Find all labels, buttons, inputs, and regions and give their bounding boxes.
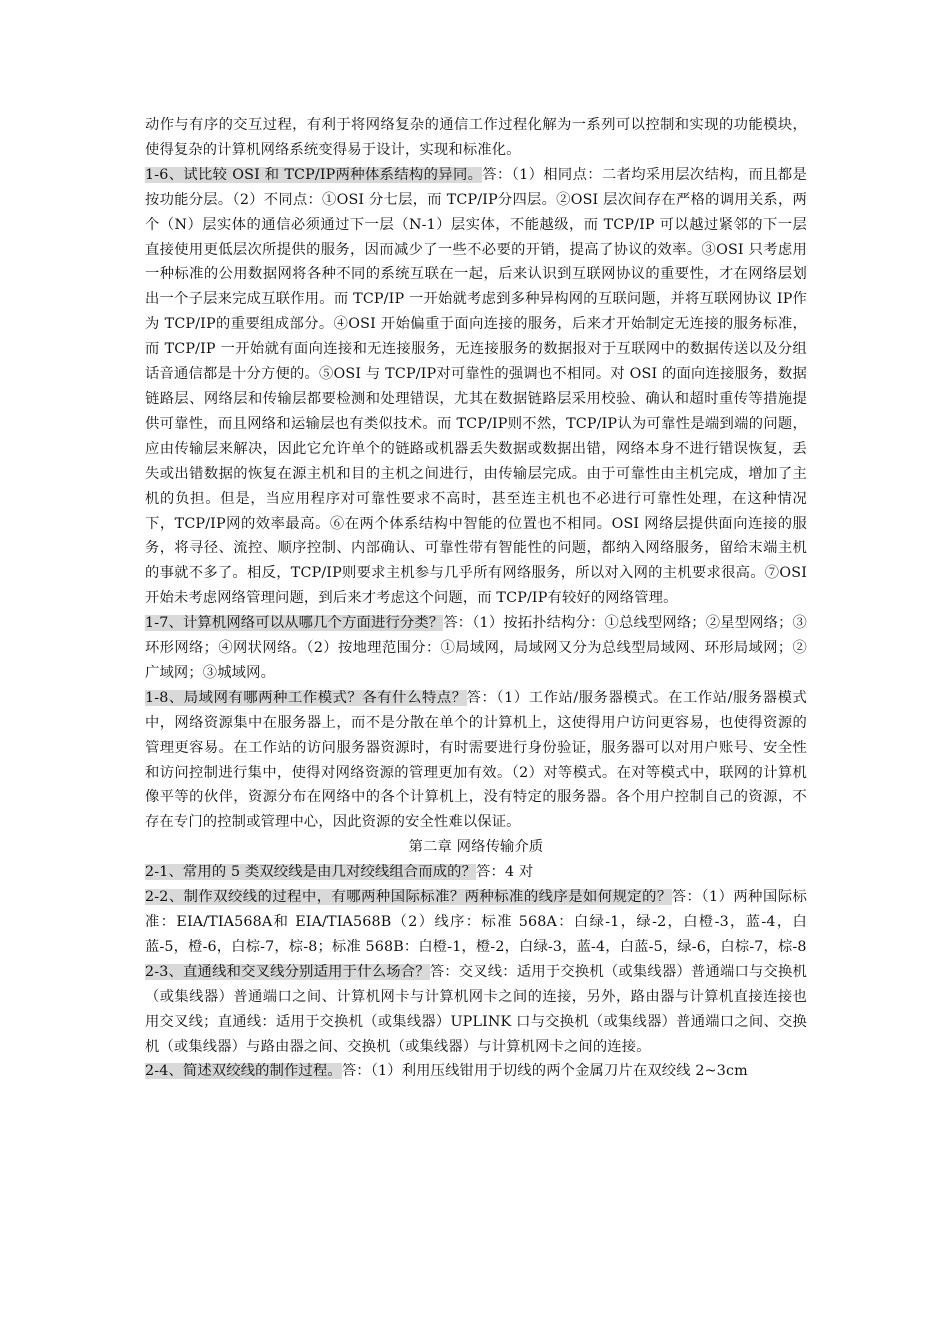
paragraph-q2-3: [145, 960, 807, 1060]
answer-text: 答：（1）相同点：二者均采用层次结构，而且都是按功能分层。（2）不同点：①OSI 分七层，而 TCP/IP分四层。②OSI 层次间存在严格的调用关系，两个（N）层实体的通信必须通过下一层（N-1）层实体，不能越级，而 TCP/IP 可以越过紧邻的下一层直接使用更低层次所提供的服务，因而减少了一些不必要的开销，提高了协议的效率。③OSI 只考虑用一种标准的公用数据网将各种不同的系统互联在一起，后来认识到互联网协议的重要性，才在网络层划出一个子层来完成互联作用。而 TCP/IP 一开始就考虑到多种异构网的互联问题，并将互联网协议 IP作为 TCP/IP的重要组成部分。④OSI 开始偏重于面向连接的服务，后来才开始制定无连接的服务标准，而 TCP/IP 一开始就有面向连接和无连接服务，无连接服务的数据报对于互联网中的数据传送以及分组话音通信都是十分方便的。⑤OSI 与 TCP/IP对可靠性的强调也不相同。对 OSI 的面向连接服务，数据链路层、网络层和传输层都要检测和处理错误，尤其在数据链路层采用校验、确认和超时重传等措施提供可靠性，而且网络和运输层也有类似技术。而 TCP/IP则不然，TCP/IP认为可靠性是端到端的问题，应由传输层来解决，因此它允许单个的链路或机器丢失数据或数据出错，网络本身不进行错误恢复，丢失或出错数据的恢复在源主机和目的主机之间进行，由传输层完成。由于可靠性由主机完成，增加了主机的负担。但是，当应用程序对可靠性要求不高时，甚至连主机也不必进行可靠性处理，在这种情况下，TCP/IP网的效率最高。⑥在两个体系结构中智能的位置也不相同。OSI 网络层提供面向连接的服务，将寻径、流控、顺序控制、内部确认、可靠性带有智能性的问题，都纳入网络服务，留给末端主机的事就不多了。相反，TCP/IP则要求主机参与几乎所有网络服务，所以对入网的主机要求很高。⑦OSI 开始未考虑网络管理问题，到后来才考虑这个问题，而 TCP/IP有较好的网络管理。: [145, 166, 807, 607]
answer-text: 答：（1）按拓扑结构分：①总线型网络；②星型网络；③环形网络；④网状网络。（2）按地理范围分：①局域网，局域网又分为总线型局域网、环形局域网；②广域网；③城域网。: [145, 615, 808, 681]
paragraph-q1-7: [145, 611, 807, 686]
question-highlight: 2-1、常用的 5 类双绞线是由几对绞线组合而成的？: [145, 864, 477, 881]
paragraph-q1-6: [145, 163, 807, 611]
paragraph-q2-4: [145, 1059, 807, 1084]
answer-text: 答：（1）工作站/服务器模式。在工作站/服务器模式中，网络资源集中在服务器上，而不是分散在单个的计算机上，这使得用户访问更容易，也使得资源的管理更容易。在工作站的访问服务器资源时，有时需要进行身份验证，服务器可以对用户账号、安全性和访问控制进行集中，使得对网络资源的管理更加有效。（2）对等模式。在对等模式中，联网的计算机像平等的伙伴，资源分布在网络中的各个计算机上，没有特定的服务器。各个用户控制自己的资源，不存在专门的控制或管理中心，因此资源的安全性难以保证。: [145, 689, 808, 831]
question-highlight: 1-7、计算机网络可以从哪几个方面进行分类？: [145, 615, 444, 632]
question-highlight: 2-3、直通线和交叉线分别适用于什么场合？: [145, 963, 430, 980]
question-highlight: 2-4、简述双绞线的制作过程。: [145, 1063, 342, 1080]
question-highlight: 1-8、局域网有哪两种工作模式？各有什么特点？: [145, 689, 467, 706]
paragraph-q2-1: [145, 860, 807, 885]
paragraph-intro-continuation: [145, 113, 807, 163]
chapter-heading: 第二章 网络传输介质: [408, 839, 544, 856]
answer-text: 答：（1）两种国际标准：EIA/TIA568A和 EIA/TIA568B（2）线序：标准 568A：白绿-1，绿-2，白橙-3，蓝-4，白蓝-5，橙-6，白棕-7，棕-8；标准 568B：白橙-1，橙-2，白绿-3，蓝-4，白蓝-5，绿-6，白棕-7，棕-8: [145, 889, 807, 955]
question-highlight: 1-6、试比较 OSI 和 TCP/IP两种体系结构的异同。: [145, 166, 483, 183]
paragraph-text: 动作与有序的交互过程，有利于将网络复杂的通信工作过程化解为一系列可以控制和实现的功能模块，使得复杂的计算机网络系统变得易于设计，实现和标准化。: [145, 117, 807, 158]
answer-text: 答：交叉线：适用于交换机（或集线器）普通端口与交换机（或集线器）普通端口之间、计算机网卡与计算机网卡之间的连接，另外，路由器与计算机直接连接也用交叉线；直通线：适用于交换机（或集线器）UPLINK 口与交换机（或集线器）普通端口之间、交换机（或集线器）与路由器之间、交换机（或集线器）与计算机网卡之间的连接。: [145, 963, 807, 1055]
answer-text: 答：（1）利用压线钳用于切线的两个金属刀片在双绞线 2~3cm: [341, 1063, 748, 1080]
paragraph-q2-2: [145, 885, 807, 960]
answer-text: 答：4 对: [476, 864, 534, 881]
paragraph-q1-8: [145, 686, 807, 835]
question-highlight: 2-2、制作双绞线的过程中，有哪两种国际标准？两种标准的线序是如何规定的？: [145, 889, 672, 906]
document-body: [145, 113, 807, 1084]
